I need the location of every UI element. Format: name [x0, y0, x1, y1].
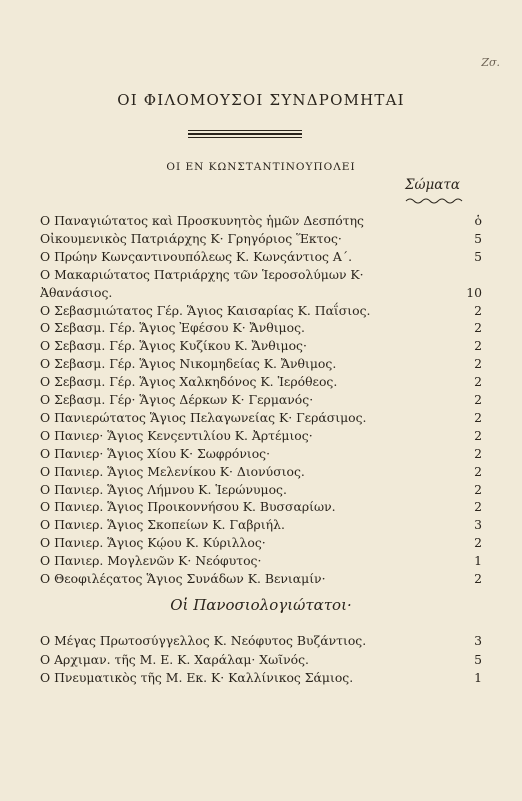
- copies-count: 2: [474, 320, 482, 336]
- column-header: Σώματα: [404, 177, 460, 193]
- subscriber-name: Ο Αρχιμαν. τῆς Μ. Ε. Κ. Χαράλαμ· Χωῖνός.: [40, 651, 309, 667]
- list-item: [40, 337, 482, 355]
- list-item: [40, 516, 482, 534]
- page-title: ΟΙ ΦΙΛΟΜΟΥΣΟΙ ΣΥΝΔΡΟΜΗΤΑΙ: [117, 91, 405, 109]
- copies-count: 2: [474, 356, 482, 372]
- copies-count: 2: [474, 463, 482, 479]
- subscriber-name: Οἰκουμενικὸς Πατριάρχης Κ· Γρηγόριος Ἕκτος·: [40, 230, 342, 246]
- copies-count: 2: [474, 481, 482, 497]
- list-item: [40, 445, 482, 463]
- copies-count: 5: [474, 230, 482, 246]
- list-item: [40, 481, 482, 499]
- copies-count: 3: [474, 633, 482, 648]
- list-item: [40, 651, 482, 669]
- list-item: [40, 248, 482, 266]
- subscriber-name: Ο Πανιερ· Ἅγιος Χίου Κ· Σωφρόνιος·: [40, 445, 271, 461]
- list-item: [40, 212, 482, 230]
- subscriber-name: Ο Σεβασμ. Γέρ. Ἅγιος Κυζίκου Κ. Ἄνθιμος·: [40, 338, 307, 354]
- list-item: [40, 302, 482, 320]
- subscriber-name: Ο Θεοφιλέςατος Ἅγιος Συνάδων Κ. Βενιαμίν·: [40, 571, 326, 586]
- copies-count: ὁ: [474, 213, 482, 228]
- subscriber-name: Ο Πνευματικὸς τῆς Μ. Εκ. Κ· Καλλίνικος Σάμιος.: [40, 670, 354, 685]
- list-item: [40, 552, 482, 570]
- list-item: [40, 373, 482, 391]
- copies-count: 1: [474, 553, 482, 569]
- subscriber-name: Ο Πανιερώτατος Ἅγιος Πελαγωνείας Κ· Γεράσιμος.: [40, 409, 367, 425]
- subscriber-name: Ο Σεβασμ. Γέρ. Ἅγιος Νικομηδείας Κ. Ἄνθιμος.: [40, 356, 337, 372]
- copies-count: 2: [474, 374, 482, 390]
- subscriber-name: Ο Πανιερ. Μογλενῶν Κ· Νεόφυτος·: [40, 553, 262, 569]
- list-item: [40, 266, 482, 284]
- copies-count: 2: [474, 571, 482, 586]
- list-item: [40, 427, 482, 445]
- list-item: [40, 319, 482, 337]
- list-item: [40, 284, 482, 302]
- subscriber-name: Ο Πανιερ. Ἅγιος Λήμνου Κ. Ἱερώνυμος.: [40, 481, 287, 497]
- copies-count: 2: [474, 427, 482, 443]
- subscriber-name: Ο Πανιερ. Ἅγιος Κῴου Κ. Κύριλλος·: [40, 535, 266, 551]
- copies-count: 2: [474, 302, 482, 318]
- list-item: [40, 669, 482, 687]
- list-item: [40, 409, 482, 427]
- section-subtitle: ΟΙ ΕΝ ΚΩΝΣΤΑΝΤΙΝΟΥΠΟΛΕΙ: [166, 161, 356, 173]
- subscriber-name: Ο Μακαριώτατος Πατριάρχης τῶν Ἱεροσολύμων Κ·: [40, 266, 364, 282]
- corner-note: Ζσ.: [481, 56, 500, 69]
- list-item: [40, 534, 482, 552]
- list-item: [40, 355, 482, 373]
- subscriber-name: Ο Πρώην Κωνςαντινουπόλεως Κ. Κωνςάντιος Α΄.: [40, 248, 353, 264]
- copies-count: 2: [474, 409, 482, 425]
- subscriber-name: Ο Μέγας Πρωτοσύγγελλος Κ. Νεόφυτος Βυζάντιος.: [40, 633, 367, 648]
- decorative-rule: [188, 130, 302, 131]
- subscriber-name: Ο Σεβασμ. Γέρ· Ἅγιος Δέρκων Κ· Γερμανός·: [40, 392, 314, 407]
- section-title: Οἱ Πανοσιολογιώτατοι·: [170, 596, 352, 614]
- subscriber-name: Ο Πανιερ. Ἅγιος Προικοννήσου Κ. Βυσσαρίων.: [40, 499, 336, 515]
- list-item: [40, 230, 482, 248]
- list-item: [40, 632, 482, 650]
- copies-count: 2: [474, 338, 482, 354]
- subscriber-name: Ο Σεβασμιώτατος Γέρ. Ἅγιος Καισαρίας Κ. Παΐσιος.: [40, 302, 371, 318]
- subscriber-name: Ο Πανιερ· Ἅγιος Κενςεντιλίου Κ. Ἀρτέμιος·: [40, 427, 313, 443]
- copies-count: 3: [474, 517, 482, 533]
- list-item: [40, 391, 482, 409]
- copies-count: 5: [474, 248, 482, 264]
- copies-count: 2: [474, 445, 482, 461]
- copies-count: 2: [474, 392, 482, 407]
- subscriber-name: Ο Παναγιώτατος καὶ Προσκυνητὸς ἡμῶν Δεσπότης: [40, 213, 364, 228]
- subscriber-name: Ο Πανιερ. Ἅγιος Μελενίκου Κ· Διονύσιος.: [40, 463, 305, 479]
- subscriber-name: Ο Σεβασμ. Γέρ. Ἅγιος Ἐφέσου Κ· Ἄνθιμος.: [40, 320, 305, 336]
- swirl-ornament-icon: [404, 196, 464, 204]
- copies-count: 1: [474, 670, 482, 685]
- copies-count: 2: [474, 535, 482, 551]
- decorative-rule: [188, 137, 302, 138]
- subscriber-name: Ο Σεβασμ. Γέρ. Ἅγιος Χαλκηδόνος Κ. Ἱερόθεος.: [40, 374, 338, 390]
- decorative-rule: [188, 133, 302, 135]
- list-item: [40, 498, 482, 516]
- list-item: [40, 463, 482, 481]
- subscriber-name: Ο Πανιερ. Ἅγιος Σκοπείων Κ. Γαβριήλ.: [40, 517, 285, 533]
- copies-count: 2: [474, 499, 482, 515]
- subscriber-name: Ἀθανάσιος.: [40, 284, 113, 300]
- copies-count: 5: [474, 651, 482, 667]
- copies-count: 10: [466, 284, 482, 300]
- list-item: [40, 570, 482, 588]
